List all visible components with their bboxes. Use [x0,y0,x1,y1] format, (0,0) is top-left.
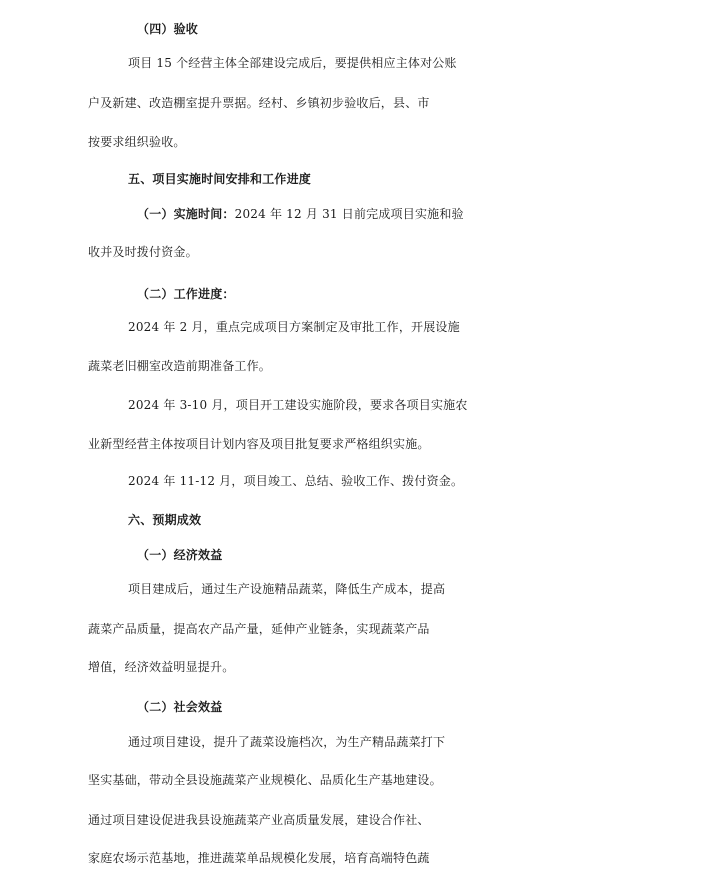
paragraph-line: 增值，经济效益明显提升。 [88,660,235,674]
subheading-implementation-time: （一）实施时间： [137,207,235,221]
paragraph-line: 户及新建、改造棚室提升票据。经村、乡镇初步验收后，县、市 [88,96,430,110]
paragraph-line: 坚实基础，带动全县设施蔬菜产业规模化、品质化生产基地建设。 [88,773,442,787]
paragraph-line [0,201,725,227]
subheading-economic-benefits: （一）经济效益 [137,548,223,562]
paragraph-line: 通过项目建设，提升了蔬菜设施档次，为生产精品蔬菜打下 [128,735,446,749]
paragraph-line: 蔬菜老旧棚室改造前期准备工作。 [88,359,272,373]
subheading-social-benefits: （二）社会效益 [137,700,223,714]
subheading-work-progress: （二）工作进度： [137,287,235,301]
paragraph-line: 家庭农场示范基地，推进蔬菜单品规模化发展，培育高端特色蔬 [88,851,430,865]
paragraph-line: 项目 15 个经营主体全部建设完成后，要提供相应主体对公账 [128,56,457,70]
paragraph-line: 通过项目建设促进我县设施蔬菜产业高质量发展，建设合作社、 [88,813,430,827]
paragraph-line: 项目建成后，通过生产设施精品蔬菜，降低生产成本，提高 [128,582,446,596]
paragraph-line: 2024 年 2 月，重点完成项目方案制定及审批工作，开展设施 [128,320,460,334]
section-heading-schedule: 五、项目实施时间安排和工作进度 [128,172,312,186]
paragraph-line: 收并及时拨付资金。 [88,245,198,259]
paragraph-line: 按要求组织验收。 [88,135,186,149]
paragraph-line: 2024 年 11-12 月，项目竣工、总结、验收工作、拨付资金。 [128,474,464,488]
paragraph-line: 业新型经营主体按项目计划内容及项目批复要求严格组织实施。 [88,437,430,451]
implementation-time-text: 2024 年 12 月 31 日前完成项目实施和验 [234,207,464,221]
section-heading-expected-results: 六、预期成效 [128,513,202,527]
paragraph-line: 蔬菜产品质量，提高农产品产量，延伸产业链条，实现蔬菜产品 [88,622,430,636]
section-heading-acceptance: （四）验收 [137,22,199,36]
paragraph-line: 2024 年 3-10 月，项目开工建设实施阶段，要求各项目实施农 [128,398,468,412]
